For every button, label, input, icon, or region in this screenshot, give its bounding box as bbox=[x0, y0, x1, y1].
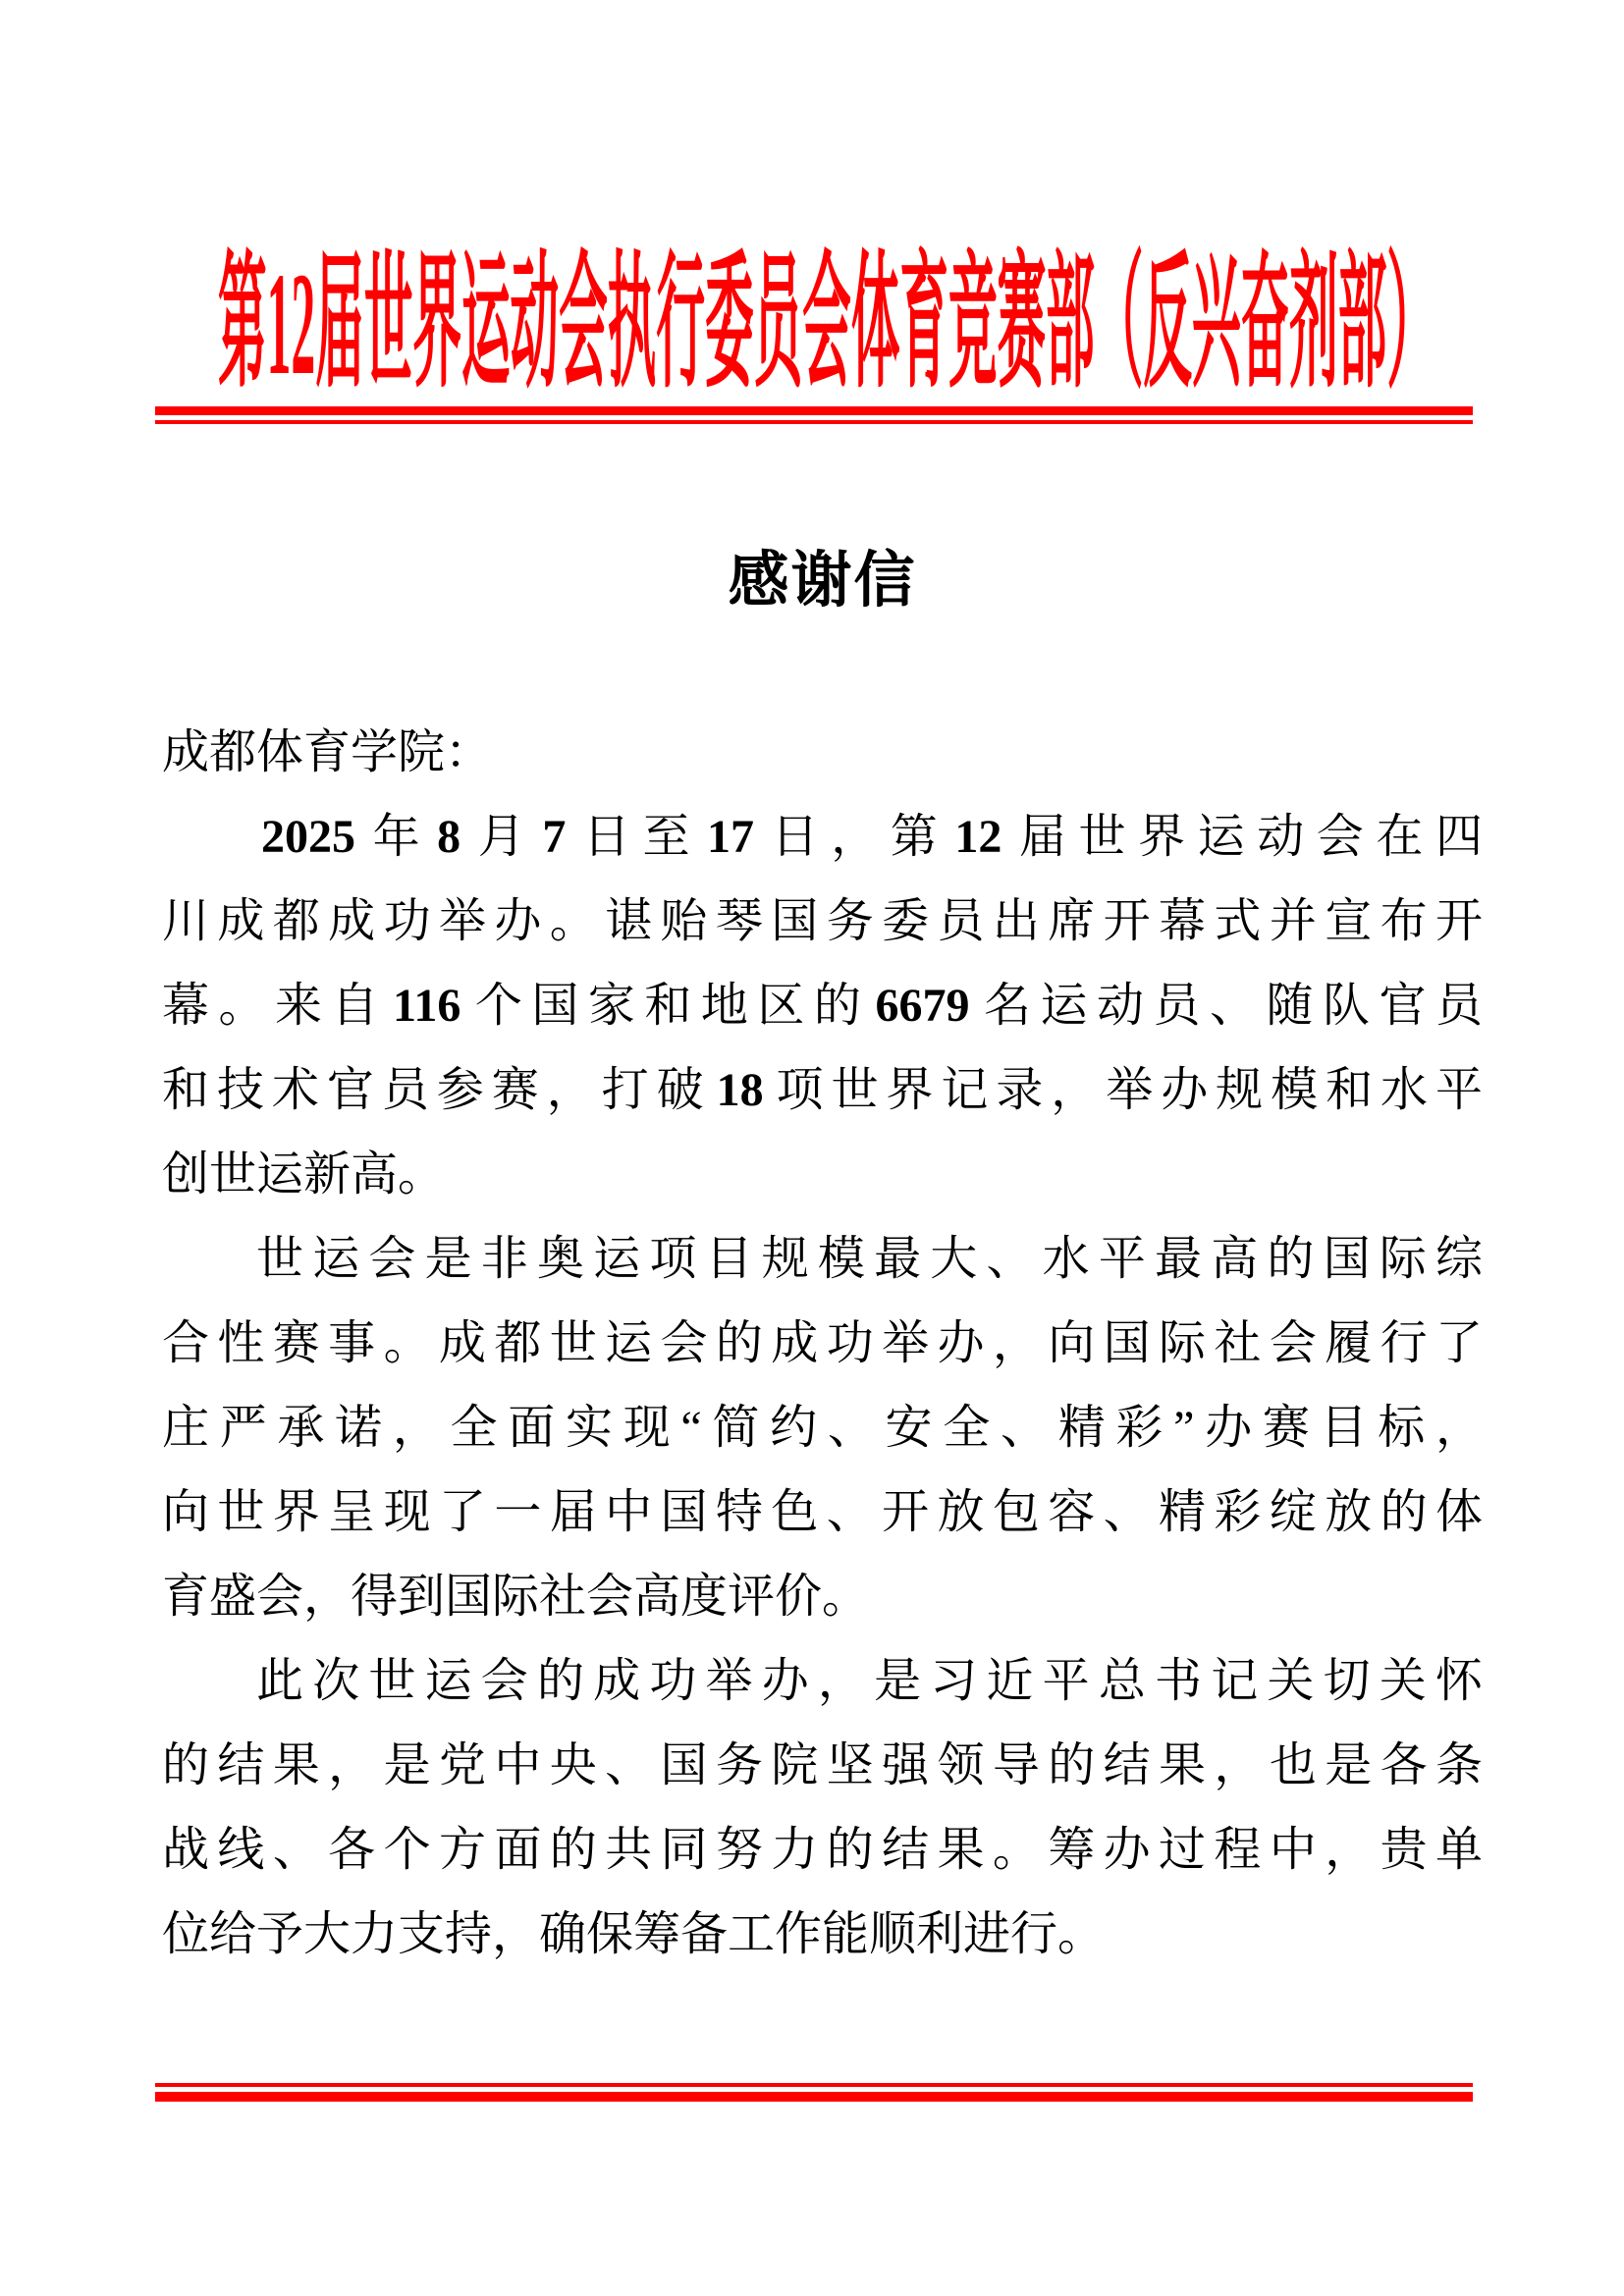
number-text: 7 bbox=[542, 811, 567, 863]
letterhead-title: 第12届世界运动会执行委员会体育竞赛部（反兴奋剂部） bbox=[218, 242, 1436, 405]
body-line: 川成都成功举办。谌贻琴国务委员出席开幕式并宣布开 bbox=[162, 895, 1483, 947]
number-text: 2025 bbox=[261, 811, 355, 863]
body-line: 育盛会，得到国际社会高度评价。 bbox=[162, 1571, 870, 1623]
body-line: 位给予大力支持，确保筹备工作能顺利进行。 bbox=[162, 1908, 1106, 1960]
number-text: 8 bbox=[437, 811, 461, 863]
body-line: 此次世运会的成功举办，是习近平总书记关切关怀 bbox=[256, 1655, 1483, 1707]
number-text: 6679 bbox=[875, 980, 970, 1032]
body-line: 向世界呈现了一届中国特色、开放包容、精彩绽放的体 bbox=[162, 1486, 1483, 1538]
footer-rule-thin bbox=[155, 2083, 1473, 2087]
number-text: 17 bbox=[707, 811, 755, 863]
footer-rule-thick bbox=[155, 2092, 1473, 2102]
body-line: 幕。来自 116 个国家和地区的 6679 名运动员、随队官员 bbox=[162, 980, 1483, 1032]
body-line: 和技术官员参赛，打破 18 项世界记录，举办规模和水平 bbox=[162, 1064, 1483, 1116]
letter-body bbox=[162, 711, 1483, 1977]
body-line: 合性赛事。成都世运会的成功举办，向国际社会履行了 bbox=[162, 1317, 1483, 1369]
body-line: 世运会是非奥运项目规模最大、水平最高的国际综 bbox=[256, 1233, 1483, 1285]
body-line: 庄严承诺，全面实现“简约、安全、精彩”办赛目标， bbox=[162, 1402, 1483, 1454]
body-line: 战线、各个方面的共同努力的结果。筹办过程中，贵单 bbox=[162, 1824, 1483, 1876]
letterhead-rule-thin bbox=[155, 420, 1473, 424]
body-line: 的结果，是党中央、国务院坚强领导的结果，也是各条 bbox=[162, 1739, 1483, 1791]
number-text: 12 bbox=[954, 811, 1002, 863]
letterhead-rule-thick bbox=[155, 406, 1473, 415]
salutation: 成都体育学院： bbox=[162, 726, 493, 778]
body-line: 2025 年 8 月 7 日至 17 日，第 12 届世界运动会在四 bbox=[162, 795, 1483, 880]
paragraphs bbox=[162, 795, 1483, 1977]
letter-title: 感谢信 bbox=[728, 548, 917, 614]
number-text: 116 bbox=[393, 980, 461, 1032]
number-text: 18 bbox=[716, 1064, 764, 1116]
body-line: 创世运新高。 bbox=[162, 1148, 446, 1201]
letterhead bbox=[218, 243, 1435, 404]
